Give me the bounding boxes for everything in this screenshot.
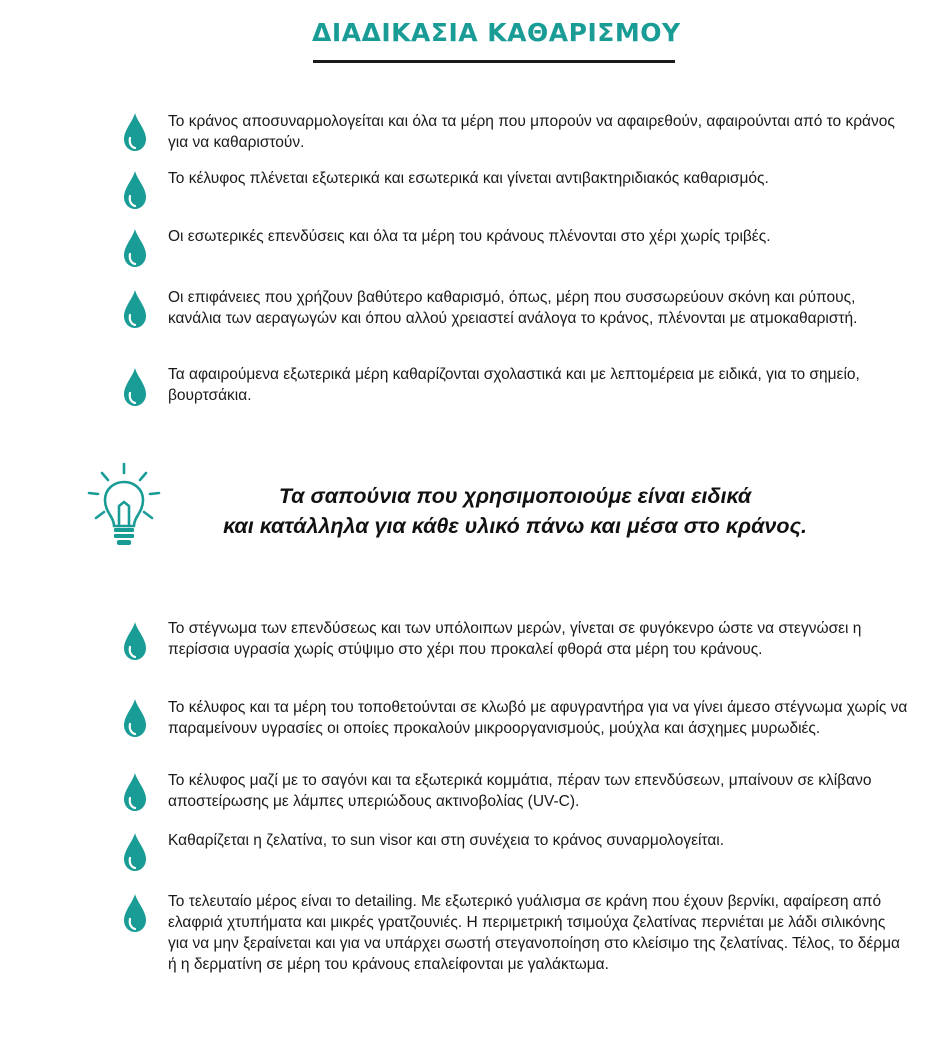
step-liner-wash: Οι εσωτερικές επενδύσεις και όλα τα μέρη του κράνους πλένονται στο χέρι χωρίς τριβές.: [168, 228, 771, 245]
water-drop-icon: [122, 367, 148, 407]
water-drop-icon: [122, 621, 148, 661]
page-title: ΔΙΑΔΙΚΑΣΙΑ ΚΑΘΑΡΙΣΜΟΥ: [312, 18, 681, 47]
step-detailing: Το τελευταίο μέρος είναι το detailing. Με εξωτερικό γυάλισμα σε κράνη που έχουν βερνίκι, αφαίρεση από ελαφριά χτυπήματα και μικρές γρατζουνιές. Η περιμετρική τσιμούχα ζελατίνας περνιέται με λάδι σιλικόνης για να μην ξεραίνεται και για να υπάρχει σωστή στεγανοποίηση στο κλείσιμο της ζελατίνας. Τέλος, το δέρμα ή η δερματίνη σε μέρη του κράνους επαλείφονται με γαλάκτωμα.: [168, 893, 901, 973]
water-drop-icon: [122, 170, 148, 210]
water-drop-icon: [122, 112, 148, 152]
step-centrifuge-dry: Το στέγνωμα των επενδύσεως και των υπόλοιπων μερών, γίνεται σε φυγόκενρο ώστε να στεγνώσει η περίσσια υγρασία χωρίς στύψιμο στο χέρι που προκαλεί φθορά στα μέρη του κράνους.: [168, 620, 862, 658]
water-drop-icon: [122, 832, 148, 872]
water-drop-icon: [122, 289, 148, 329]
step-dehumidifier-dry: Το κέλυφος και τα μέρη του τοποθετούνται σε κλωβό με αφυγραντήρα για να γίνει άμεσο στέγνωμα χωρίς να παραμείνουν υγρασίες οι οποίες προκαλούν μικροοργανισμούς, μούχλα και άσχημες μυρωδιές.: [168, 699, 908, 737]
step-disassembly: Το κράνος αποσυναρμολογείται και όλα τα μέρη που μπορούν να αφαιρεθούν, αφαιρούνται από το κράνος για να καθαριστούν.: [168, 113, 895, 151]
tip-line-2: και κατάλληλα για κάθε υλικό πάνω και μέσα στο κράνος.: [223, 514, 807, 538]
water-drop-icon: [122, 772, 148, 812]
lightbulb-icon: [84, 462, 164, 548]
step-brush-clean: Τα αφαιρούμενα εξωτερικά μέρη καθαρίζονται σχολαστικά και με λεπτομέρεια με ειδικά, για το σημείο, βουρτσάκια.: [168, 366, 860, 404]
tip-line-1: Τα σαπούνια που χρησιμοποιούμε είναι ειδικά: [278, 484, 752, 508]
title-underline: [313, 60, 675, 63]
water-drop-icon: [122, 228, 148, 268]
step-uv-sterilization: Το κέλυφος μαζί με το σαγόνι και τα εξωτερικά κομμάτια, πέραν των επενδύσεων, μπαίνουν σε κλίβανο αποστείρωσης με λάμπες υπεριώδους ακτινοβολίας (UV-C).: [168, 772, 872, 810]
step-shell-wash: Το κέλυφος πλένεται εξωτερικά και εσωτερικά και γίνεται αντιβακτηριδιακός καθαρισμός.: [168, 170, 769, 187]
step-steam-clean: Οι επιφάνειες που χρήζουν βαθύτερο καθαρισμό, όπως, μέρη που συσσωρεύουν σκόνη και ρύπους, κανάλια των αεραγωγών και όπου αλλού χρειαστεί ανάλογα το κράνος, πλένονται με ατμοκαθαριστή.: [168, 289, 858, 327]
step-reassembly: Καθαρίζεται η ζελατίνα, το sun visor και στη συνέχεια το κράνος συναρμολογείται.: [168, 832, 725, 849]
water-drop-icon: [122, 698, 148, 738]
soap-tip: [160, 481, 870, 541]
water-drop-icon: [122, 893, 148, 933]
